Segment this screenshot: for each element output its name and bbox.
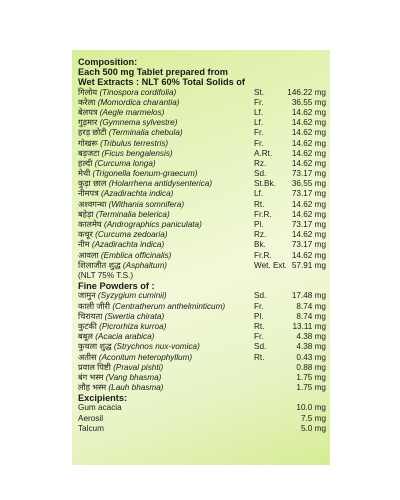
ingredient-scientific-name: (Azadirachta indica) [91,240,165,250]
ingredient-row [78,261,326,271]
ingredient-scientific-name: (Praval pishti) [113,362,164,372]
ingredient-scientific-name: (Tribulus terrestris) [100,138,169,148]
ingredient-plant-part: St. [254,87,265,97]
ingredient-amount: 8.74 mg [296,311,326,321]
ingredient-plant-part: A.Rt. [254,148,273,158]
ingredient-local-name: गोखरू [78,138,98,148]
ingredient-local-name: नीमपत्र [78,189,99,199]
ingredient-scientific-name: (Syzygium cuminii) [97,291,167,301]
ingredient-name [78,353,192,363]
ingredient-scientific-name: (Aegle marmelos) [99,107,165,117]
ingredient-row [78,332,326,342]
fine-powders-heading: Fine Powders of : [78,281,155,292]
ingredient-plant-part: Pl. [254,311,264,321]
ingredient-scientific-name: (Curcuma longa) [94,158,156,168]
ingredient-plant-part: Rt. [254,199,265,209]
ingredient-local-name: अतीस [78,352,97,362]
ingredient-plant-part: Rz. [254,158,267,168]
ingredient-plant-part: Sd. [254,342,267,352]
ingredient-local-name: शिलाजीत शुद्ध [78,260,121,270]
ingredient-local-name: चिरायता [78,311,103,321]
ingredient-plant-part: St.Bk. [254,179,276,189]
ingredient-row [78,353,326,363]
ingredient-row [78,200,326,210]
ingredient-local-name: काली जीरी [78,301,111,311]
ingredient-row [78,322,326,332]
powder-list [78,291,326,393]
ingredient-amount: 4.38 mg [296,342,326,352]
ingredient-name [78,251,171,261]
ingredient-name [78,220,202,230]
ingredient-name [78,128,183,138]
ingredient-row [78,383,326,393]
ingredient-scientific-name: (Terminalia belerica) [95,209,170,219]
ingredient-amount: 14.62 mg [291,230,326,240]
ingredient-scientific-name: (Ficus bengalensis) [101,148,173,158]
ingredient-local-name: मेथी [78,169,91,179]
ingredient-row [78,342,326,352]
ingredient-scientific-name: (Emblica officinalis) [100,250,172,260]
ingredient-scientific-name: (Centratherum anthelminticum) [112,301,226,311]
ingredient-local-name: अश्वगन्धा [78,199,107,209]
ingredient-scientific-name: (Withania somnifera) [108,199,185,209]
ingredient-row [78,373,326,383]
ingredient-plant-part: Rt. [254,321,265,331]
ingredient-amount: 14.62 mg [291,128,326,138]
ingredient-name [78,363,163,373]
ingredient-scientific-name: (Strychnos nux-vomica) [113,342,200,352]
ingredient-scientific-name: (Curcuma zedoaria) [95,230,168,240]
ingredient-plant-part: Fr. [254,332,264,342]
ingredient-scientific-name: (Aconitum heterophyllum) [98,352,193,362]
ingredient-scientific-name: (Picrorhiza kurroa) [99,321,167,331]
ingredient-amount: 14.62 mg [291,199,326,209]
ingredient-row [78,291,326,301]
excipient-row [78,424,326,434]
ingredient-local-name: गिलोय [78,87,98,97]
ingredient-scientific-name: (Terminalia chebula) [108,128,183,138]
excipient-amount: 5.0 mg [300,423,326,433]
ingredient-row [78,108,326,118]
ingredient-name [78,230,167,240]
excipient-amount: 10.0 mg [296,403,326,413]
ingredient-name [78,169,198,179]
ingredient-row [78,139,326,149]
ingredient-row [78,230,326,240]
excipient-amount: 7.5 mg [300,413,326,423]
ingredient-amount: 13.11 mg [292,321,326,331]
ingredient-row [78,118,326,128]
ingredient-local-name: कचूर [78,230,93,240]
ingredient-amount: 14.62 mg [291,118,326,128]
ingredient-local-name: कुचला शुद्ध [78,342,112,352]
excipient-name: Talcum [78,423,104,433]
ingredient-local-name: हल्दी [78,158,93,168]
ingredient-scientific-name: (Asphaltum) [122,260,168,270]
ingredient-plant-part: Fr. [254,138,264,148]
ingredient-name [78,179,212,189]
ingredient-row [78,312,326,322]
ingredient-name [78,240,164,250]
ingredient-amount: 36.55 mg [291,97,326,107]
ingredient-local-name: बबूल [78,332,93,342]
extract-list [78,88,326,271]
ingredient-name [78,159,156,169]
ingredient-local-name: जामुन [78,291,96,301]
ingredient-amount: 73.17 mg [291,189,326,199]
ingredient-name [78,291,167,301]
ingredient-local-name: कालमेघ [78,220,102,230]
ingredient-amount: 73.17 mg [291,240,326,250]
ingredient-name [78,118,177,128]
ingredient-row [78,210,326,220]
ingredient-name [78,189,173,199]
ingredient-plant-part: Lf. [254,118,264,128]
ingredient-plant-part: Fr. [254,128,264,138]
ingredient-plant-part: Sd. [254,291,267,301]
ingredient-scientific-name: (Momordica charantia) [97,97,180,107]
ingredient-scientific-name: (Azadirachta indica) [101,189,174,199]
excipient-list [78,403,326,434]
ingredient-amount: 8.74 mg [296,301,326,311]
ingredient-amount: 57.91 mg [291,260,326,270]
shilajit-note: (NLT 75% T.S.) [78,270,134,280]
ingredient-scientific-name: (Swertia chirata) [104,311,165,321]
ingredient-plant-part: Fr. [254,301,264,311]
ingredient-amount: 14.62 mg [291,158,326,168]
excipient-name: Aerosil [78,413,104,423]
composition-content [78,57,326,434]
ingredient-local-name: नीम [78,240,90,250]
ingredient-plant-part: Rt. [254,352,265,362]
ingredient-amount: 1.75 mg [296,383,326,393]
ingredient-name [78,302,225,312]
composition-panel [72,50,330,465]
ingredient-row [78,240,326,250]
ingredient-plant-part: Fr. [254,97,264,107]
ingredient-row [78,149,326,159]
ingredient-plant-part: Lf. [254,189,264,199]
ingredient-name [78,108,164,118]
ingredient-plant-part: Fr.R. [254,250,272,260]
ingredient-row [78,302,326,312]
excipients-heading: Excipients: [78,393,128,404]
ingredient-scientific-name: (Andrographics paniculata) [103,220,202,230]
ingredient-row [78,159,326,169]
ingredient-name [78,373,161,383]
composition-line-1: Each 500 mg Tablet prepared from [78,67,228,78]
ingredient-name [78,200,184,210]
ingredient-scientific-name: (Gymnema sylvestre) [99,118,178,128]
ingredient-local-name: हरड़ छोटी [78,128,107,138]
ingredient-local-name: बहेड़ा [78,209,94,219]
ingredient-plant-part: Sd. [254,169,267,179]
ingredient-name [78,149,173,159]
ingredient-amount: 14.62 mg [291,250,326,260]
ingredient-scientific-name: (Trigonella foenum-graecum) [92,169,198,179]
ingredient-name [78,322,166,332]
ingredient-name [78,332,154,342]
ingredient-plant-part: Wet. Ext. [254,260,288,270]
composition-line-2: Wet Extracts : NLT 60% Total Solids of [78,77,245,88]
ingredient-plant-part: Pl. [254,220,264,230]
ingredient-amount: 14.62 mg [291,209,326,219]
ingredient-scientific-name: (Vang bhasma) [105,372,162,382]
ingredient-name [78,210,170,220]
ingredient-local-name: बंग भस्म [78,372,104,382]
ingredient-amount: 4.38 mg [296,332,326,342]
ingredient-plant-part: Rz. [254,230,267,240]
ingredient-amount: 0.43 mg [296,352,326,362]
composition-heading: Composition: [78,57,138,67]
ingredient-plant-part: Bk. [254,240,266,250]
ingredient-amount: 14.62 mg [291,148,326,158]
ingredient-amount: 73.17 mg [291,220,326,230]
ingredient-local-name: प्रवाल पिष्टी [78,362,111,372]
ingredient-scientific-name: (Holarrhena antidysenterica) [108,179,213,189]
excipient-row [78,414,326,424]
ingredient-row [78,251,326,261]
ingredient-amount: 14.62 mg [291,138,326,148]
ingredient-name [78,342,200,352]
ingredient-row [78,179,326,189]
ingredient-local-name: आवला [78,250,99,260]
ingredient-row [78,189,326,199]
ingredient-local-name: कुड़ा छाल [78,179,107,189]
ingredient-amount: 14.62 mg [291,107,326,117]
ingredient-name [78,88,176,98]
ingredient-local-name: लौह भस्म [78,383,107,393]
ingredient-amount: 36.55 mg [291,179,326,189]
ingredient-name [78,261,167,271]
ingredient-row [78,128,326,138]
ingredient-local-name: बड़जटा [78,148,100,158]
ingredient-plant-part: Lf. [254,107,264,117]
ingredient-local-name: बेलपत्र [78,107,98,117]
ingredient-local-name: कुटकी [78,321,97,331]
excipient-row [78,403,326,413]
ingredient-amount: 73.17 mg [291,169,326,179]
excipient-name: Gum acacia [78,403,122,413]
ingredient-row [78,98,326,108]
ingredient-row [78,88,326,98]
ingredient-row [78,220,326,230]
ingredient-amount: 17.48 mg [291,291,326,301]
ingredient-local-name: करेला [78,97,96,107]
ingredient-name [78,312,164,322]
ingredient-scientific-name: (Acacia arabica) [95,332,155,342]
ingredient-row [78,363,326,373]
ingredient-name [78,139,168,149]
ingredient-name [78,383,164,393]
ingredient-row [78,169,326,179]
ingredient-local-name: गुड़मार [78,118,98,128]
ingredient-scientific-name: (Tinospora cordifolia) [99,87,177,97]
ingredient-plant-part: Fr.R. [254,209,272,219]
ingredient-scientific-name: (Lauh bhasma) [108,383,164,393]
ingredient-amount: 0.88 mg [296,362,326,372]
ingredient-amount: 1.75 mg [296,372,326,382]
ingredient-name [78,98,180,108]
ingredient-amount: 146.22 mg [287,87,326,97]
